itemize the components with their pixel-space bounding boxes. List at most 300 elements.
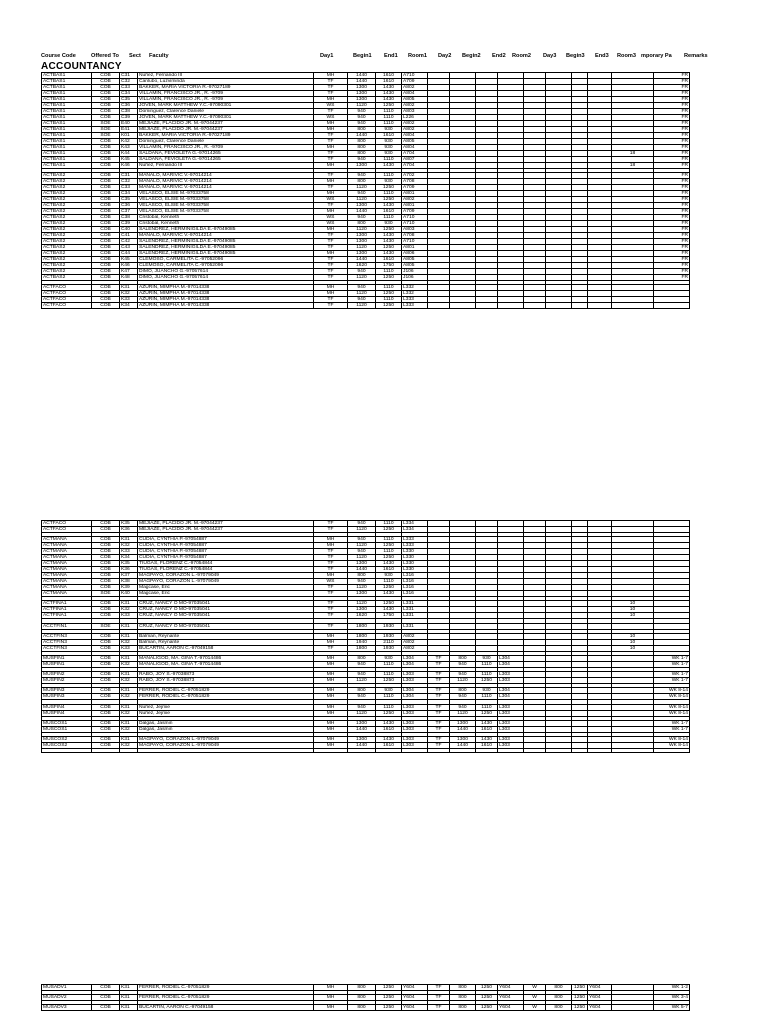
table-cell: L334 xyxy=(402,521,428,527)
table-cell: 1250 xyxy=(376,275,402,281)
table-cell: MH xyxy=(314,710,348,716)
table-cell: COB xyxy=(92,736,120,742)
table-cell: L331 xyxy=(402,607,428,613)
table-cell: FERRER, RODIEL C.-97051829 xyxy=(138,985,314,991)
table-cell: MH xyxy=(314,209,348,215)
table-cell: MH xyxy=(314,639,348,645)
table-cell: 1110 xyxy=(376,157,402,163)
column-header: Day3 xyxy=(543,53,557,59)
table-cell: TF xyxy=(314,613,348,619)
table-cell: SOE xyxy=(92,591,120,597)
table-cell: K31 xyxy=(120,688,138,694)
table-cell: A804 xyxy=(402,91,428,97)
schedule-table xyxy=(41,520,690,753)
table-cell: Y604 xyxy=(402,985,428,991)
table-cell: CUDIA, CYNTHIA P.-97054887 xyxy=(138,549,314,555)
table-cell: COB xyxy=(92,537,120,543)
table-cell: TF xyxy=(314,527,348,533)
table-cell: A704 xyxy=(402,163,428,169)
table-cell: ACTBAS1 xyxy=(42,157,92,163)
table-cell: C36 xyxy=(120,103,138,109)
table-cell: 1120 xyxy=(348,555,376,561)
table-cell: 800 xyxy=(450,655,476,661)
table-cell: 1430 xyxy=(476,736,498,742)
table-cell: WK 8-14 xyxy=(654,688,690,694)
table-cell: 1940 xyxy=(348,639,376,645)
table-cell: TIUGAS, FLORENZ C.-97054844 xyxy=(138,561,314,567)
table-cell: C44 xyxy=(120,251,138,257)
table-cell: TF xyxy=(428,688,450,694)
table-cell: Dominguez, Clarence Daniele xyxy=(138,109,314,115)
table-cell: 800 xyxy=(348,995,376,1001)
table-cell: 1300 xyxy=(348,233,376,239)
table-cell: WS xyxy=(314,103,348,109)
table-cell: VILLAMIN, FRANCISCO JR., R. -9709 xyxy=(138,145,314,151)
table-cell: K43 xyxy=(120,145,138,151)
table-cell: Y604 xyxy=(588,1005,612,1011)
table-cell: K31 xyxy=(120,285,138,291)
table-cell: ACTMANA xyxy=(42,549,92,555)
table-cell: C37 xyxy=(120,209,138,215)
table-cell: TF xyxy=(314,239,348,245)
table-cell: 930 xyxy=(376,139,402,145)
table-cell: 940 xyxy=(348,191,376,197)
table-cell: 1800 xyxy=(348,623,376,629)
table-cell: MUSADV1 xyxy=(42,985,92,991)
table-cell xyxy=(588,748,612,752)
table-cell: L303 xyxy=(402,726,428,732)
table-cell: TF xyxy=(314,549,348,555)
table-cell: COB xyxy=(92,163,120,169)
table-cell: 1250 xyxy=(376,245,402,251)
table-cell: A803 xyxy=(402,109,428,115)
table-cell: K48 xyxy=(120,275,138,281)
table-cell: A806 xyxy=(402,251,428,257)
table-cell: 1250 xyxy=(572,995,588,1001)
table-cell: C31 xyxy=(120,73,138,79)
table-cell: COB xyxy=(92,103,120,109)
table-cell: 800 xyxy=(546,1005,572,1011)
table-cell: K32 xyxy=(120,543,138,549)
table-cell: 930 xyxy=(376,151,402,157)
table-cell: SALENDREZ, HERMINIGILDA E.-97049085 xyxy=(138,239,314,245)
table-cell: 940 xyxy=(348,549,376,555)
table-cell: MANALO, MARIVIC V.-97014214 xyxy=(138,233,314,239)
table-cell: 1250 xyxy=(476,710,498,716)
table-cell: L303 xyxy=(498,720,524,726)
table-cell: C40 xyxy=(120,227,138,233)
table-cell: MH xyxy=(314,1005,348,1011)
table-cell: MH xyxy=(314,672,348,678)
table-cell: 800 xyxy=(546,985,572,991)
table-cell: K31 xyxy=(120,623,138,629)
table-cell: JOVEN, MARK MATTHEW Y.C.-97090301 xyxy=(138,115,314,121)
table-cell: COB xyxy=(92,521,120,527)
table-cell: 1120 xyxy=(348,185,376,191)
table-row xyxy=(42,985,690,991)
table-cell: W xyxy=(524,1005,546,1011)
table-cell: 1300 xyxy=(348,720,376,726)
table-cell: FR xyxy=(654,275,690,281)
table-cell: WK 5-7 xyxy=(654,1005,690,1011)
table-cell: MUSCOS1 xyxy=(42,726,92,732)
table-cell: 1300 xyxy=(348,239,376,245)
table-cell: L226 xyxy=(402,115,428,121)
table-cell: L333 xyxy=(402,303,428,309)
table-cell: L331 xyxy=(402,613,428,619)
table-cell: ACCTFIN3 xyxy=(42,645,92,651)
table-cell: A804 xyxy=(402,145,428,151)
table-cell: 1930 xyxy=(376,623,402,629)
table-cell: 1300 xyxy=(450,720,476,726)
table-cell: A805 xyxy=(402,257,428,263)
table-cell: COB xyxy=(92,275,120,281)
table-cell: 1300 xyxy=(450,736,476,742)
table-cell: K33 xyxy=(120,549,138,555)
table-cell: MH xyxy=(314,720,348,726)
table-cell: FR xyxy=(654,221,690,227)
table-cell: TF xyxy=(314,173,348,179)
table-cell: ACTBAS2 xyxy=(42,233,92,239)
column-header: mporary Pa xyxy=(641,53,672,59)
table-cell: MANALO, MARIVIC V.-97014214 xyxy=(138,185,314,191)
table-cell: K31 xyxy=(120,995,138,1001)
column-header: Begin2 xyxy=(462,53,481,59)
table-cell: 1250 xyxy=(476,995,498,1001)
table-cell: 18 xyxy=(612,163,654,169)
table-cell: FR xyxy=(654,103,690,109)
table-cell: FR xyxy=(654,197,690,203)
table-cell xyxy=(120,748,138,752)
table-cell: 940 xyxy=(348,537,376,543)
table-cell: K31 xyxy=(120,655,138,661)
table-cell: 1440 xyxy=(348,79,376,85)
table-cell: 1300 xyxy=(348,91,376,97)
table-cell: TF xyxy=(428,661,450,667)
table-cell: 1250 xyxy=(376,678,402,684)
table-cell: ACTBAS1 xyxy=(42,163,92,169)
table-cell: A804 xyxy=(402,133,428,139)
table-cell: 1110 xyxy=(476,661,498,667)
table-cell: TF xyxy=(314,233,348,239)
table-cell: COB xyxy=(92,197,120,203)
table-cell: WS xyxy=(314,579,348,585)
table-cell: 10 xyxy=(612,645,654,651)
table-cell: K31 xyxy=(120,672,138,678)
table-cell: 940 xyxy=(348,173,376,179)
table-cell: MANALO, MARIVIC V.-97014214 xyxy=(138,173,314,179)
table-cell: TF xyxy=(314,623,348,629)
table-cell xyxy=(376,748,402,752)
table-cell xyxy=(450,748,476,752)
table-cell: 930 xyxy=(376,573,402,579)
table-cell: COB xyxy=(92,639,120,645)
table-cell: COB xyxy=(92,585,120,591)
table-cell: ACTBAS2 xyxy=(42,197,92,203)
table-cell: 2110 xyxy=(376,639,402,645)
table-cell: 800 xyxy=(348,655,376,661)
table-cell: 1430 xyxy=(376,561,402,567)
table-cell: COB xyxy=(92,191,120,197)
table-cell: COB xyxy=(92,109,120,115)
table-cell: MUSCOS2 xyxy=(42,742,92,748)
table-cell: COB xyxy=(92,726,120,732)
table-cell xyxy=(572,303,588,309)
table-cell: 1250 xyxy=(572,1005,588,1011)
table-cell: MUSADV3 xyxy=(42,1005,92,1011)
table-cell: 1440 xyxy=(348,257,376,263)
table-cell: 1610 xyxy=(376,79,402,85)
table-cell: ACTBAS2 xyxy=(42,215,92,221)
table-cell: MANALIGOD, MA. GINA T.-97014486 xyxy=(138,661,314,667)
table-cell: L332 xyxy=(402,285,428,291)
table-cell: L316 xyxy=(402,579,428,585)
table-cell: W xyxy=(524,995,546,1001)
table-cell: A802 xyxy=(402,639,428,645)
table-cell: C41 xyxy=(120,233,138,239)
table-cell: ACCTFIN3 xyxy=(42,639,92,645)
table-cell: MH xyxy=(314,291,348,297)
table-cell: L303 xyxy=(498,726,524,732)
table-cell: VILLAMIN, FRANCISCO JR., R. -9709 xyxy=(138,97,314,103)
table-cell: SALDANA, FEVIOLETA G.-97014265 xyxy=(138,151,314,157)
table-cell: MH xyxy=(314,127,348,133)
table-cell: TF xyxy=(428,720,450,726)
table-cell: C38 xyxy=(120,215,138,221)
table-cell: K31 xyxy=(120,720,138,726)
table-cell: Y604 xyxy=(588,995,612,1001)
table-cell: A704 xyxy=(402,151,428,157)
table-cell: WS xyxy=(314,197,348,203)
table-cell: MH xyxy=(314,145,348,151)
table-cell xyxy=(524,748,546,752)
table-cell: MUSCOS1 xyxy=(42,720,92,726)
table-cell: 800 xyxy=(348,139,376,145)
table-cell: 940 xyxy=(348,109,376,115)
table-cell: WS xyxy=(314,215,348,221)
table-cell: RABO, JOY S.-97038873 xyxy=(138,678,314,684)
table-cell: K37 xyxy=(120,573,138,579)
table-cell: 1430 xyxy=(376,233,402,239)
table-cell: COB xyxy=(92,233,120,239)
table-cell: C32 xyxy=(120,79,138,85)
table-cell: 930 xyxy=(376,688,402,694)
table-cell: 940 xyxy=(450,661,476,667)
table-cell: TF xyxy=(314,257,348,263)
table-cell: 1110 xyxy=(376,521,402,527)
table-cell: 930 xyxy=(376,221,402,227)
table-cell: C43 xyxy=(120,245,138,251)
table-cell: L303 xyxy=(498,742,524,748)
table-cell: K45 xyxy=(120,157,138,163)
table-cell: 1120 xyxy=(348,227,376,233)
table-cell: ACTBAS1 xyxy=(42,115,92,121)
table-cell: L304 xyxy=(402,688,428,694)
table-cell: TF xyxy=(314,139,348,145)
table-cell: C39 xyxy=(120,115,138,121)
table-cell: TF xyxy=(428,995,450,1001)
table-cell: COB xyxy=(92,185,120,191)
table-cell: TF xyxy=(314,561,348,567)
table-cell: FR xyxy=(654,191,690,197)
table-cell: ACTFACO xyxy=(42,291,92,297)
table-cell: TF xyxy=(314,303,348,309)
table-cell: WK 8-14 xyxy=(654,704,690,710)
table-cell: BUCARTIN, AARON C.-97049158 xyxy=(138,645,314,651)
table-cell: COB xyxy=(92,245,120,251)
table-cell: Dalgas, Jasmin xyxy=(138,720,314,726)
schedule-table xyxy=(41,72,690,309)
table-cell: L330 xyxy=(402,567,428,573)
table-cell: L334 xyxy=(402,527,428,533)
table-cell: Dominguez, Clarence Daniele xyxy=(138,139,314,145)
table-cell: TF xyxy=(314,185,348,191)
table-cell xyxy=(654,303,690,309)
table-cell: 1440 xyxy=(348,73,376,79)
table-cell: MUSFIN2 xyxy=(42,678,92,684)
table-cell: ACTBAS1 xyxy=(42,97,92,103)
table-cell: COB xyxy=(92,601,120,607)
table-cell: ACTFACO xyxy=(42,303,92,309)
table-cell: 1250 xyxy=(376,185,402,191)
table-cell xyxy=(428,748,450,752)
table-cell: E40 xyxy=(120,121,138,127)
table-cell: 1120 xyxy=(348,291,376,297)
table-cell: MUSFIN3 xyxy=(42,688,92,694)
table-cell: 930 xyxy=(376,127,402,133)
table-cell: K31 xyxy=(120,537,138,543)
table-cell: SALDANA, FEVIOLETA G.-97014265 xyxy=(138,157,314,163)
table-cell: 1610 xyxy=(476,726,498,732)
table-cell: TF xyxy=(314,157,348,163)
table-cell: FR xyxy=(654,133,690,139)
table-cell: 1110 xyxy=(376,115,402,121)
table-cell: C42 xyxy=(120,239,138,245)
table-cell: 940 xyxy=(348,704,376,710)
table-cell: 940 xyxy=(348,285,376,291)
table-cell: Nuñez, Jejmie xyxy=(138,704,314,710)
table-cell xyxy=(428,303,450,309)
table-cell: 1800 xyxy=(348,645,376,651)
table-cell: 930 xyxy=(376,655,402,661)
table-cell: COB xyxy=(92,291,120,297)
table-cell: 800 xyxy=(348,688,376,694)
spacer-row xyxy=(42,748,690,752)
table-cell: COB xyxy=(92,543,120,549)
table-cell: ACTBAS2 xyxy=(42,191,92,197)
table-cell: A801 xyxy=(402,203,428,209)
table-cell: L316 xyxy=(402,585,428,591)
table-cell: COB xyxy=(92,263,120,269)
table-cell: L303 xyxy=(498,678,524,684)
table-cell: FR xyxy=(654,79,690,85)
table-cell: L331 xyxy=(402,601,428,607)
table-cell: K32 xyxy=(120,607,138,613)
table-cell: 1110 xyxy=(376,661,402,667)
column-header: Room2 xyxy=(512,53,531,59)
table-cell: TF xyxy=(428,710,450,716)
table-cell: 1250 xyxy=(376,197,402,203)
table-cell: L303 xyxy=(402,736,428,742)
column-header: Offered To xyxy=(91,53,119,59)
table-cell: TF xyxy=(314,151,348,157)
table-cell: L333 xyxy=(402,537,428,543)
table-cell: K35 xyxy=(120,561,138,567)
table-cell: C33 xyxy=(120,85,138,91)
table-cell: 1610 xyxy=(376,209,402,215)
table-cell: K31 xyxy=(120,1005,138,1011)
table-cell: MH xyxy=(314,191,348,197)
table-cell: 940 xyxy=(348,521,376,527)
table-cell: C35 xyxy=(120,197,138,203)
table-cell: ACTBAS1 xyxy=(42,151,92,157)
table-cell: 1120 xyxy=(348,103,376,109)
table-cell: L304 xyxy=(498,694,524,700)
table-cell: ACTBAS1 xyxy=(42,109,92,115)
table-cell: K34 xyxy=(120,555,138,561)
table-cell: L330 xyxy=(402,561,428,567)
table-cell xyxy=(92,748,120,752)
table-cell xyxy=(524,303,546,309)
table-cell: A710 xyxy=(402,73,428,79)
table-cell: SOE xyxy=(92,121,120,127)
table-cell: COB xyxy=(92,607,120,613)
table-cell: L304 xyxy=(498,655,524,661)
table-cell: E41 xyxy=(120,127,138,133)
table-cell: ACTFACO xyxy=(42,285,92,291)
table-cell: A802 xyxy=(402,103,428,109)
table-cell: A802 xyxy=(402,633,428,639)
table-cell: FR xyxy=(654,139,690,145)
table-cell: COB xyxy=(92,645,120,651)
table-cell: MH xyxy=(314,661,348,667)
table-cell: AZURIN, MIMPHA M.-97014338 xyxy=(138,291,314,297)
table-cell: 18 xyxy=(612,151,654,157)
column-header: Sect xyxy=(129,53,141,59)
table-cell: 1430 xyxy=(376,97,402,103)
table-cell: COB xyxy=(92,85,120,91)
table-cell: L304 xyxy=(402,661,428,667)
table-cell: K36 xyxy=(120,567,138,573)
table-cell: MH xyxy=(314,163,348,169)
table-cell: K33 xyxy=(120,645,138,651)
table-cell: MH xyxy=(314,179,348,185)
table-cell: 1250 xyxy=(376,710,402,716)
table-cell: 800 xyxy=(450,688,476,694)
table-cell: A805 xyxy=(402,263,428,269)
table-cell xyxy=(654,748,690,752)
table-cell: L331 xyxy=(402,623,428,629)
column-header: End3 xyxy=(595,53,609,59)
table-cell: MH xyxy=(314,537,348,543)
table-cell: VELASCO, ELSIE M.-97033758 xyxy=(138,191,314,197)
table-cell: TF xyxy=(314,645,348,651)
table-cell: MH xyxy=(314,688,348,694)
table-cell: 1440 xyxy=(348,133,376,139)
table-cell: 1110 xyxy=(376,109,402,115)
table-cell: A702 xyxy=(402,173,428,179)
table-cell: ACTBAS2 xyxy=(42,275,92,281)
table-cell: 1750 xyxy=(376,263,402,269)
table-cell: 1440 xyxy=(348,742,376,748)
table-cell: COB xyxy=(92,73,120,79)
table-cell: VELASCO, ELSIE M.-97033758 xyxy=(138,203,314,209)
table-cell: A801 xyxy=(402,245,428,251)
table-cell: WK 1-7 xyxy=(654,720,690,726)
table-cell: ACTMANA xyxy=(42,561,92,567)
table-cell: FR xyxy=(654,157,690,163)
table-cell: WK 8-14 xyxy=(654,736,690,742)
